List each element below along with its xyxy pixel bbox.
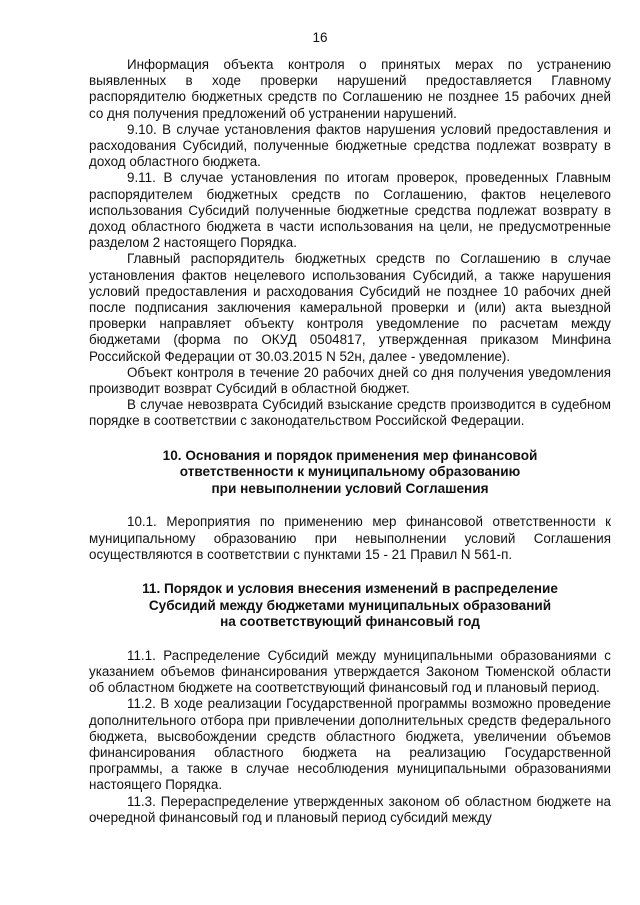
page-number: 16 — [312, 30, 328, 45]
spacer — [89, 631, 611, 648]
paragraph-judicial-recovery: В случае невозврата Субсидий взыскание средств производится в судебном порядке в соответствии с законодательством Российской Федерации. — [89, 397, 611, 429]
paragraph-control-info: Информация объекта контроля о принятых мерах по устранению выявленных в ходе проверки нарушений предоставляется Главному распорядителю бюджетных средств по Соглашению не позднее 15 рабочих дней со дня получения предложений об устранении нарушений. — [89, 57, 611, 121]
section-10-heading-line: при невыполнении условий Соглашения — [211, 480, 489, 496]
spacer — [89, 497, 611, 514]
section-11-heading-line: 11. Порядок и условия внесения изменений в распределение — [142, 581, 558, 597]
spacer — [89, 563, 611, 581]
paragraph-return-subsidies: Объект контроля в течение 20 рабочих дней со дня получения уведомления производит возврат Субсидий в областной бюджет. — [89, 364, 611, 397]
section-10-heading — [89, 448, 611, 498]
paragraph-11-1: 11.1. Распределение Субсидий между муниципальными образованиями с указанием объемов финансирования утверждается Законом Тюменской области об областном бюджете на соответствующий финансовый год и плановый период. — [89, 647, 611, 696]
paragraph-9-10: 9.10. В случае установления фактов нарушения условий предоставления и расходования Субсидий, полученные бюджетные средства подлежат возврату в доход областного бюджета. — [89, 121, 611, 170]
document-body — [89, 57, 611, 826]
paragraph-11-2: 11.2. В ходе реализации Государственной программы возможно проведение дополнительного отбора при привлечении дополнительных средств федерального бюджета, высвобождении средств областного бюджета, увеличении объемов финансирования областного бюджета на реализацию Государственной программы, а также в случае несоблюдения муниципальными образованиями настоящего Порядка. — [89, 696, 611, 793]
section-10-heading-line: 10. Основания и порядок применения мер финансовой — [162, 447, 538, 463]
section-11-heading-line: на соответствующий финансовый год — [220, 614, 480, 630]
section-10-heading-line: ответственности к муниципальному образованию — [179, 464, 521, 480]
paragraph-10-1: 10.1. Мероприятия по применению мер финансовой ответственности к муниципальному образованию при невыполнении условий Соглашения осуществляются в соответствии с пунктами 15 - 21 Правил N 561-п. — [89, 514, 611, 562]
spacer — [89, 430, 611, 448]
paragraph-11-3: 11.3. Перераспределение утвержденных законом об областном бюджете на очередной финансовый год и плановый период субсидий между — [89, 793, 611, 825]
paragraph-chief-manager-notice: Главный распорядитель бюджетных средств по Соглашению в случае установления фактов нецелевого использования Субсидий, а также нарушения условий предоставления и расходования Субсидий не позднее 10 рабочих дней после подписания заключения камеральной проверки и (или) акта выездной проверки направляет объекту контроля уведомление по расчетам между бюджетами (форма по ОКУД 0504817, утвержденная приказом Минфина Российской Федерации от 30.03.2015 N 52н, далее - уведомление). — [89, 251, 611, 364]
paragraph-9-11: 9.11. В случае установления по итогам проверок, проведенных Главным распорядителем бюджетных средств по Соглашению, фактов нецелевого использования Субсидий полученные бюджетные средства подлежат возврату в доход областного бюджета в части использования на цели, не предусмотренные разделом 2 настоящего Порядка. — [89, 170, 611, 251]
section-11-heading-line: Субсидий между бюджетами муниципальных образований — [148, 597, 552, 613]
section-11-heading — [89, 581, 611, 631]
